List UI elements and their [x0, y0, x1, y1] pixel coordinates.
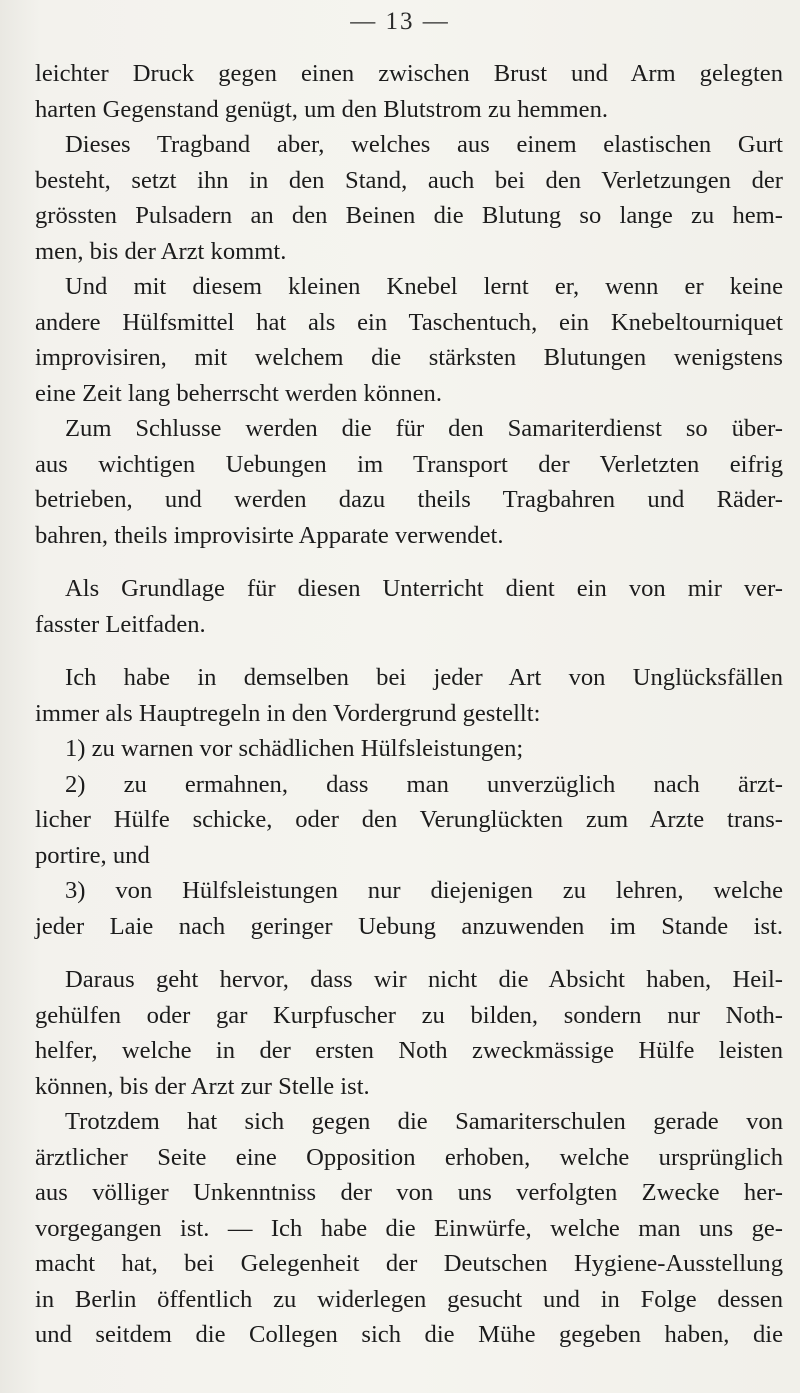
paragraph-gap	[35, 944, 783, 962]
text-line: fasster Leitfaden.	[35, 610, 206, 638]
paragraph	[35, 962, 783, 1104]
text-line: in Berlin öffentlich zu widerlegen gesucht und in Folge dessen	[35, 1285, 783, 1313]
text-line: Dieses Tragband aber, welches aus einem elastischen Gurt	[65, 131, 783, 158]
paragraph	[35, 731, 783, 767]
text-line: ärztlicher Seite eine Opposition erhoben, welche ursprünglich	[35, 1143, 783, 1171]
text-line: harten Gegenstand genügt, um den Blutstrom zu hemmen.	[35, 95, 609, 123]
text-line: 2) zu ermahnen, dass man unverzüglich nach ärzt-	[65, 770, 783, 798]
text-line: licher Hülfe schicke, oder den Verunglückten zum Arzte trans-	[35, 806, 783, 833]
page-number: — 13 —	[350, 8, 450, 35]
text-line: grössten Pulsadern an den Beinen die Blutung so lange zu hem-	[35, 202, 783, 229]
paragraph-gap	[35, 553, 783, 571]
text-line: improvisiren, mit welchem die stärksten Blutungen wenigstens	[35, 344, 783, 371]
text-line: betrieben, und werden dazu theils Tragbahren und Räder-	[35, 486, 783, 513]
text-line: leichter Druck gegen einen zwischen Brust und Arm gelegten	[35, 60, 783, 87]
text-line: und seitdem die Collegen sich die Mühe gegeben haben, die	[35, 1321, 783, 1348]
paragraph-gap	[35, 642, 783, 660]
paragraph	[35, 660, 783, 731]
paragraph	[35, 873, 783, 944]
text-line: helfer, welche in der ersten Noth zweckmässige Hülfe leisten	[35, 1037, 783, 1064]
text-line: aus wichtigen Uebungen im Transport der Verletzten eifrig	[35, 450, 783, 478]
text-line: Zum Schlusse werden die für den Samariterdienst so über-	[65, 415, 783, 442]
text-line: jeder Laie nach geringer Uebung anzuwenden im Stande ist.	[35, 912, 783, 940]
text-line: men, bis der Arzt kommt.	[35, 237, 287, 265]
text-line: Daraus geht hervor, dass wir nicht die Absicht haben, Heil-	[65, 966, 783, 993]
paragraph	[35, 571, 783, 642]
text-line: gehülfen oder gar Kurpfuscher zu bilden, sondern nur Noth-	[35, 1001, 783, 1029]
text-line: 1) zu warnen vor schädlichen Hülfsleistungen;	[65, 735, 524, 762]
text-line: können, bis der Arzt zur Stelle ist.	[35, 1072, 370, 1100]
text-line: besteht, setzt ihn in den Stand, auch bei den Verletzungen der	[35, 166, 783, 194]
text-line: portire, und	[35, 841, 150, 869]
text-line: Trotzdem hat sich gegen die Samariterschulen gerade von	[65, 1108, 783, 1135]
paragraph	[35, 411, 783, 553]
paragraph	[35, 767, 783, 874]
paragraph	[35, 1104, 783, 1353]
text-line: andere Hülfsmittel hat als ein Taschentuch, ein Knebeltourniquet	[35, 308, 783, 336]
paragraph	[35, 56, 783, 127]
text-line: Ich habe in demselben bei jeder Art von Unglücksfällen	[65, 664, 783, 691]
paragraph	[35, 269, 783, 411]
text-line: vorgegangen ist. — Ich habe die Einwürfe, welche man uns ge-	[35, 1214, 783, 1242]
text-line: bahren, theils improvisirte Apparate verwendet.	[35, 521, 504, 549]
paragraph	[35, 127, 783, 269]
text-line: macht hat, bei Gelegenheit der Deutschen Hygiene-Ausstellung	[35, 1250, 783, 1277]
body-text	[35, 56, 783, 1353]
text-line: immer als Hauptregeln in den Vordergrund gestellt:	[35, 699, 541, 727]
text-line: aus völliger Unkenntniss der von uns verfolgten Zwecke her-	[35, 1179, 783, 1206]
text-line: Als Grundlage für diesen Unterricht dient ein von mir ver-	[65, 575, 783, 602]
text-line: 3) von Hülfsleistungen nur diejenigen zu lehren, welche	[65, 877, 783, 904]
text-line: eine Zeit lang beherrscht werden können.	[35, 379, 442, 407]
text-line: Und mit diesem kleinen Knebel lernt er, wenn er keine	[65, 273, 783, 300]
